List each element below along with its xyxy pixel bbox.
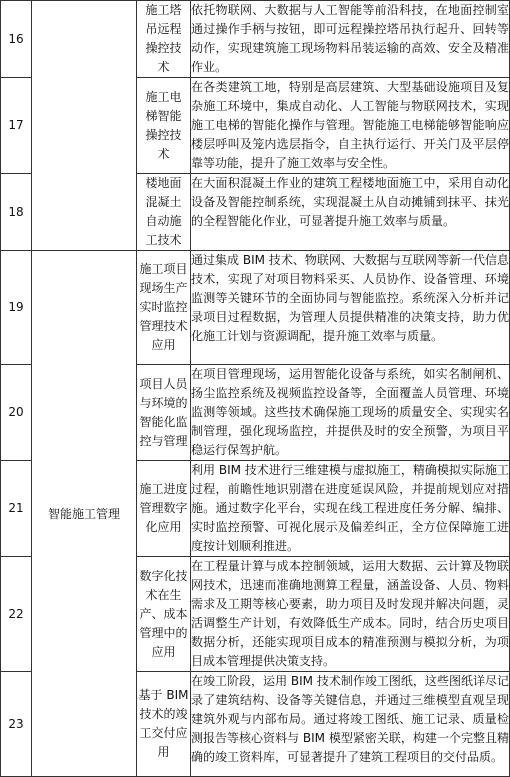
- category-blank-cell: [32, 1, 137, 251]
- technology-description: 在竣工阶段，运用 BIM 技术制作竣工图纸，这些图纸详尽记录了建筑结构、设备等关键信息，并通过三维模型直观呈现建筑外观与内部布局。通过将竣工图纸、施工记录、质量检测报告等核心资料与 BIM 模型紧密关联，构建一个完整且精确的竣工资料库，可显著提升了建筑工程项目的交付品质。: [191, 672, 510, 777]
- technology-description: 通过集成 BIM 技术、物联网、大数据与互联网等新一代信息技术，实现了对项目物料采买、人员协作、设备管理、环境监测等关键环节的全面协同与智能监控。系统深入分析并记录项目过程数据，为管理人员提供精准的决策支持，助力优化施工计划与资源调配，提升施工效率与质量。: [191, 251, 510, 365]
- technology-name: 项目人员与环境的智能化监控与管理: [137, 365, 191, 461]
- technology-description: 依托物联网、大数据与人工智能等前沿科技，在地面控制室通过操作手柄与按钮，即可远程操控塔吊执行起升、回转等动作，实现建筑施工现场物料吊装运输的高效、安全及精准作业。: [191, 1, 510, 78]
- technology-name: 施工塔吊远程操控技术: [137, 1, 191, 78]
- technology-name: 施工电梯智能操控技术: [137, 78, 191, 174]
- row-number: 18: [1, 174, 32, 251]
- category-label: 智能施工管理: [32, 251, 137, 777]
- row-number: 16: [1, 1, 32, 78]
- table-row: [1, 1, 510, 78]
- technology-name: 基于 BIM 技术的竣工交付应用: [137, 672, 191, 777]
- technology-name: 楼地面混凝土自动施工技术: [137, 174, 191, 251]
- technology-description: 在各类建筑工地，特别是高层建筑、大型基础设施项目及复杂施工环境中，集成自动化、人工智能与物联网技术，实现施工电梯的智能化操作与管理。智能施工电梯能够智能响应楼层呼叫及笼内选层指令，自主执行运行、开关门及平层停靠等功能，提升了施工效率与安全性。: [191, 78, 510, 174]
- technology-description: 在工程量计算与成本控制领域，运用大数据、云计算及物联网技术，迅速而准确地测算工程量，涵盖设备、人员、物料需求及工期等核心要素，助力项目及时发现并解决问题，灵活调整生产计划，有效降低生产成本。同时，结合历史项目数据分析，还能实现项目成本的精准预测与模拟分析，为项目成本管理提供决策支持。: [191, 557, 510, 672]
- row-number: 22: [1, 557, 32, 672]
- technology-description: 在大面积混凝土作业的建筑工程楼地面施工中，采用自动化设备及智能控制系统，实现混凝土从自动摊铺到抹平、抹光的全程智能化作业，可显著提升施工效率与质量。: [191, 174, 510, 251]
- technology-description: 利用 BIM 技术进行三维建模与虚拟施工，精确模拟实际施工过程，前瞻性地识别潜在进度延误风险，并提前规划应对措施。通过数字化平台，实现在线工程进度任务分解、编排、实时监控预警、可视化展示及偏差纠正，全方位保障施工进度按计划顺利推进。: [191, 461, 510, 557]
- row-number: 19: [1, 251, 32, 365]
- row-number: 21: [1, 461, 32, 557]
- technology-name: 施工进度管理数字化应用: [137, 461, 191, 557]
- technology-name: 数字化技术在生产、成本管理中的应用: [137, 557, 191, 672]
- technology-description: 在项目管理现场，运用智能化设备与系统，如实名制闸机、扬尘监控系统及视频监控设备等，全面覆盖人员管理、环境监测等领域。这些技术确保施工现场的质量安全、实现实名制管理，强化现场监控，并提供及时的安全预警，为项目平稳运行保驾护航。: [191, 365, 510, 461]
- row-number: 20: [1, 365, 32, 461]
- row-number: 17: [1, 78, 32, 174]
- technology-name: 施工项目现场生产实时监控管理技术应用: [137, 251, 191, 365]
- table-row: [1, 251, 510, 365]
- row-number: 23: [1, 672, 32, 777]
